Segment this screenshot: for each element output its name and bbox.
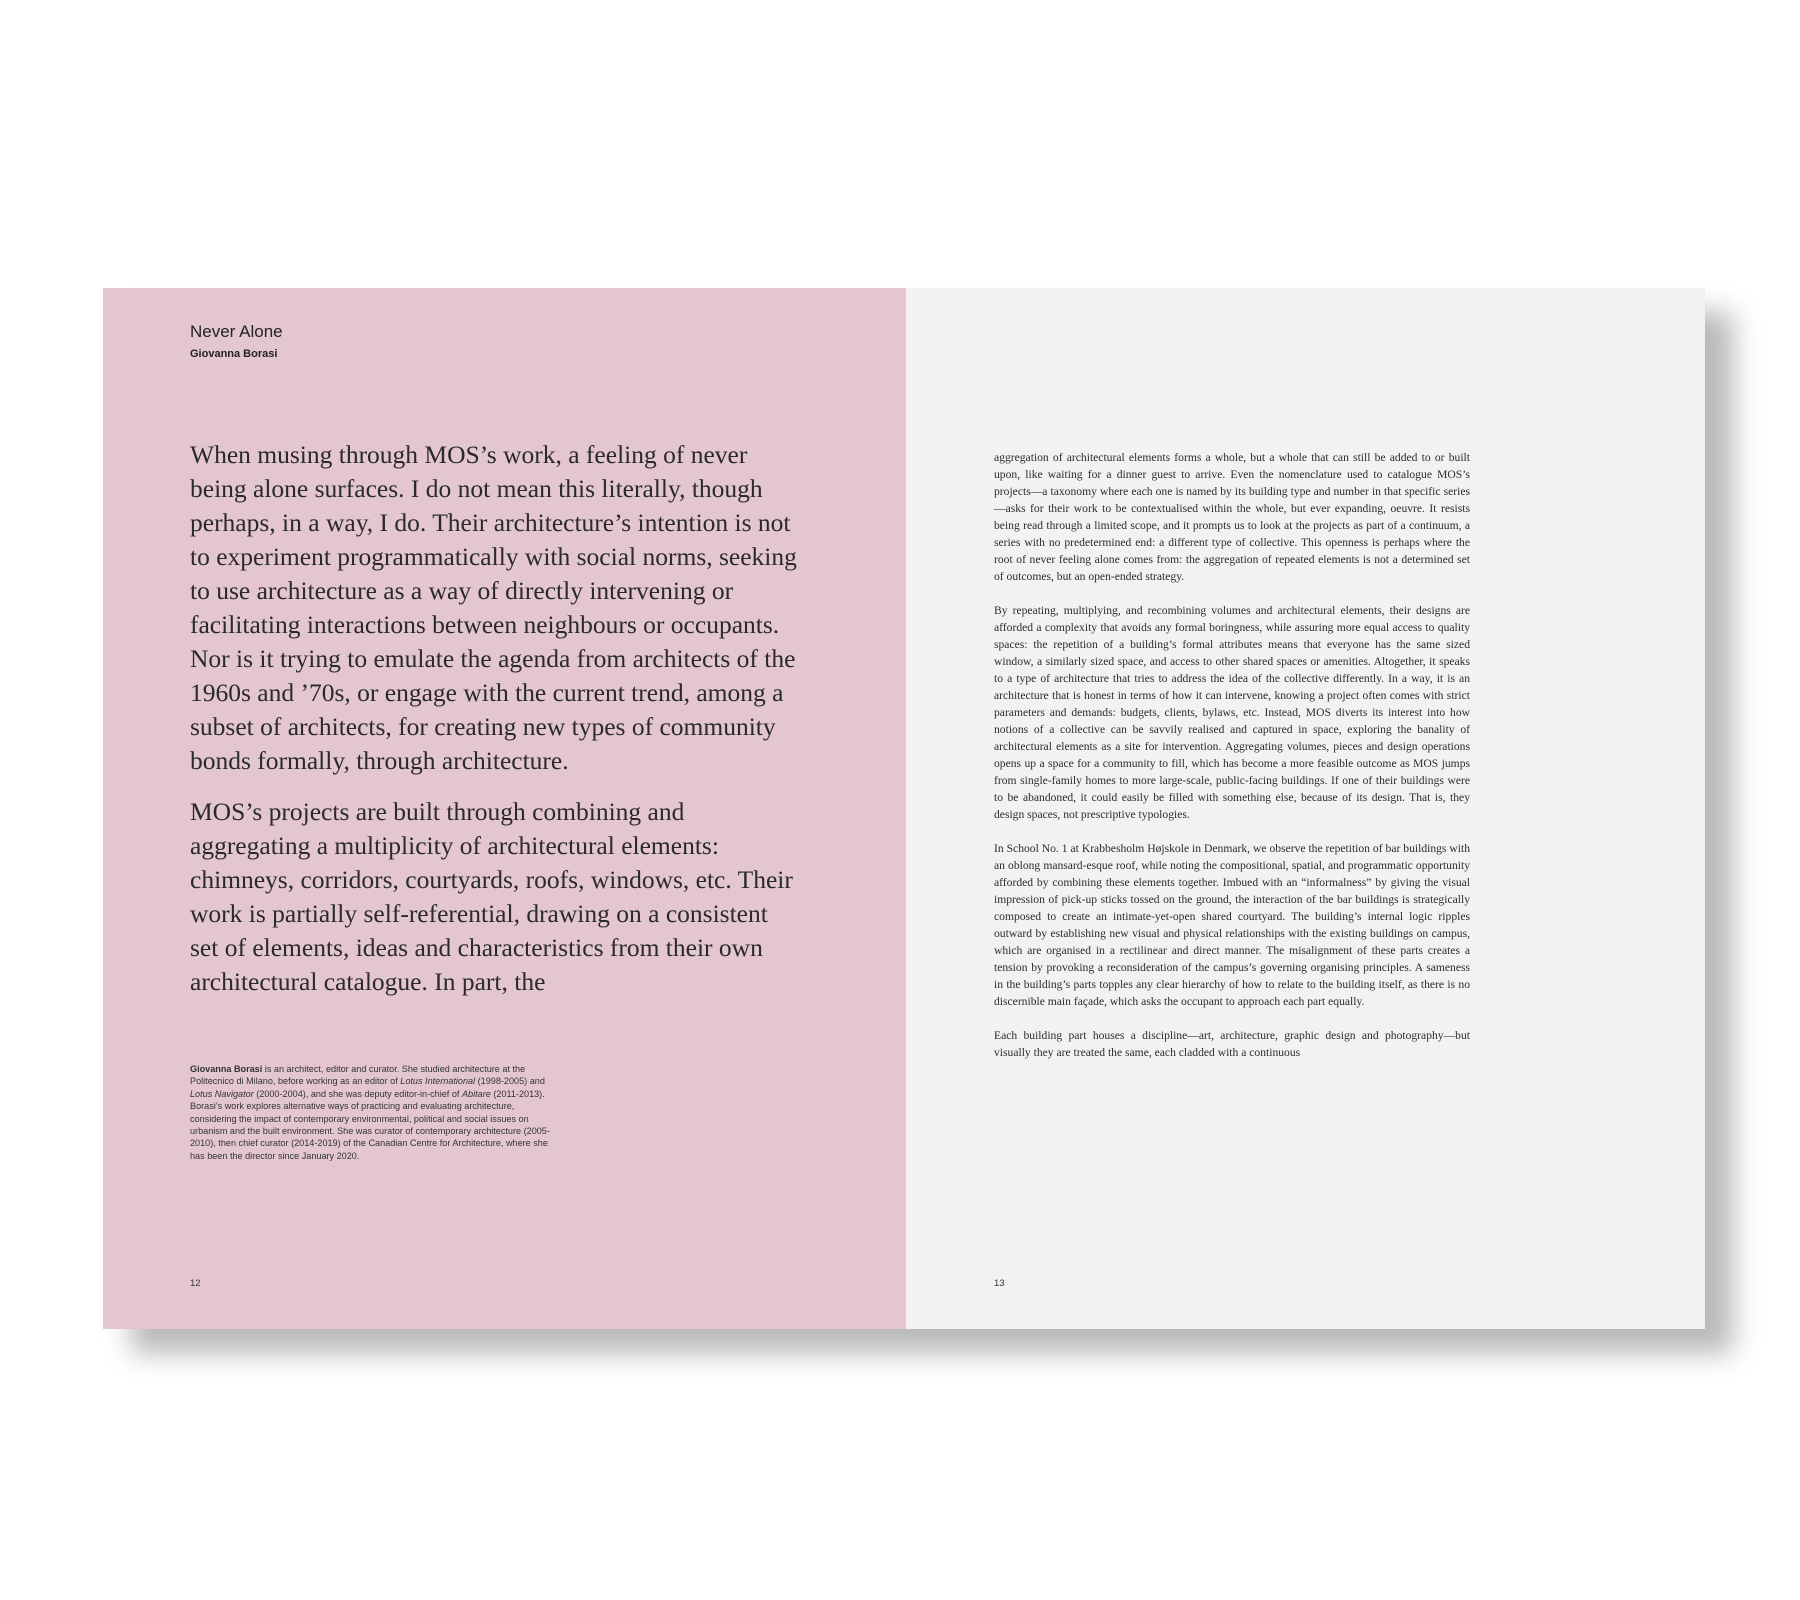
essay-title: Never Alone xyxy=(190,322,283,341)
book-spread xyxy=(103,288,1705,1329)
bio-name: Giovanna Borasi xyxy=(190,1064,263,1074)
bio-publication: Abitare xyxy=(461,1088,491,1099)
body-text xyxy=(994,449,1470,1078)
lead-paragraph: MOS’s projects are built through combining and aggregating a multiplicity of architectural elements: chimneys, corridors, courtyards, roofs, windows, etc. Their work is partially self-referential, drawing on a consistent set of elements, ideas and characteristics from their own architectural catalogue. In part, the xyxy=(190,797,793,996)
essay-author: Giovanna Borasi xyxy=(190,348,278,360)
page-number: 13 xyxy=(994,1278,1005,1289)
right-page xyxy=(906,288,1705,1329)
bio-text: (2000-2004), and she was deputy editor-in-chief of xyxy=(253,1088,462,1099)
bio-text: (1998-2005) and xyxy=(475,1076,545,1087)
body-paragraph: Each building part houses a discipline—art, architecture, graphic design and photography—but visually they are treated the same, each cladded with a continuous xyxy=(994,1029,1470,1059)
body-paragraph: aggregation of architectural elements forms a whole, but a whole that can still be added to or built upon, like waiting for a dinner guest to arrive. Even the nomenclature used to catalogue MOS’s projects—a taxonomy where each one is named by its building type and number in that specific series—asks for their work to be contextualised within the whole, but ever expanding, oeuvre. It resists being read through a limited scope, and it prompts us to look at the projects as part of a continuum, a series with no predetermined end: a different type of collective. This openness is perhaps where the root of never feeling alone comes from: the aggregation of repeated elements is not a determined set of outcomes, but an open-ended strategy. xyxy=(994,451,1470,583)
lead-paragraph: When musing through MOS’s work, a feeling of never being alone surfaces. I do not mean this literally, though perhaps, in a way, I do. Their architecture’s intention is not to experiment programmatically with social norms, seeking to use architecture as a way of directly intervening or facilitating interactions between neighbours or occupants. Nor is it trying to emulate the agenda from architects of the 1960s and ’70s, or engage with the current trend, among a subset of architects, for creating new types of community bonds formally, through architecture. xyxy=(190,440,797,775)
bio-text: (2011-2013). Borasi’s work explores alternative ways of practicing and evaluating architecture, considering the impact of contemporary environmental, political and social issues on urbanism and the built environment. She was curator of contemporary architecture (2005-2010), then chief curator (2014-2019) of the Canadian Centre for Architecture, where she has been the director since January 2020. xyxy=(190,1088,550,1161)
author-bio xyxy=(190,1063,562,1162)
bio-text: is an architect, editor and curator. She studied architecture at the Politecnico di Milano, before working as an editor of xyxy=(190,1064,526,1087)
body-paragraph: In School No. 1 at Krabbesholm Højskole in Denmark, we observe the repetition of bar buildings with an oblong mansard-esque roof, while noting the compositional, spatial, and programmatic opportunity afforded by combining these elements together. Imbued with an “informalness” by giving the visual impression of pick-up sticks tossed on the ground, the interaction of the bar buildings is strategically composed to create an intimate-yet-open shared courtyard. The building’s internal logic ripples outward by establishing new visual and physical relationships with the existing buildings on campus, which are organised in a rectilinear and direct manner. The misalignment of these parts creates a tension by provoking a reconsideration of the campus’s governing organising principles. A sameness in the building’s parts topples any clear hierarchy of how to relate to the building itself, as there is no discernible main façade, which asks the occupant to approach each part equally. xyxy=(994,842,1470,1008)
left-page xyxy=(103,288,906,1329)
bio-publication: Lotus International xyxy=(400,1076,476,1087)
bio-publication: Lotus Navigator xyxy=(190,1088,254,1099)
lead-text xyxy=(190,438,800,1016)
body-paragraph: By repeating, multiplying, and recombining volumes and architectural elements, their designs are afforded a complexity that avoids any formal boringness, while assuring more equal access to quality spaces: the repetition of a building’s formal attributes means that everyone has the same sized window, a similarly sized space, and access to other shared spaces or amenities. Altogether, it speaks to a type of architecture that tries to address the idea of the collective differently. In a way, it is an architecture that is honest in terms of how it can intervene, knowing a project often comes with strict parameters and demands: budgets, clients, bylaws, etc. Instead, MOS diverts its interest into how notions of a collective can be savvily realised and captured in space, exploring the banality of architectural elements as a site for intervention. Aggregating volumes, pieces and design operations opens up a space for a community to fill, which has become a more feasible outcome as MOS jumps from single-family homes to more large-scale, public-facing buildings. If one of their buildings were to be abandoned, it could easily be filled with something else, because of its design. That is, they design spaces, not prescriptive typologies. xyxy=(994,604,1470,821)
page-number: 12 xyxy=(190,1278,201,1289)
